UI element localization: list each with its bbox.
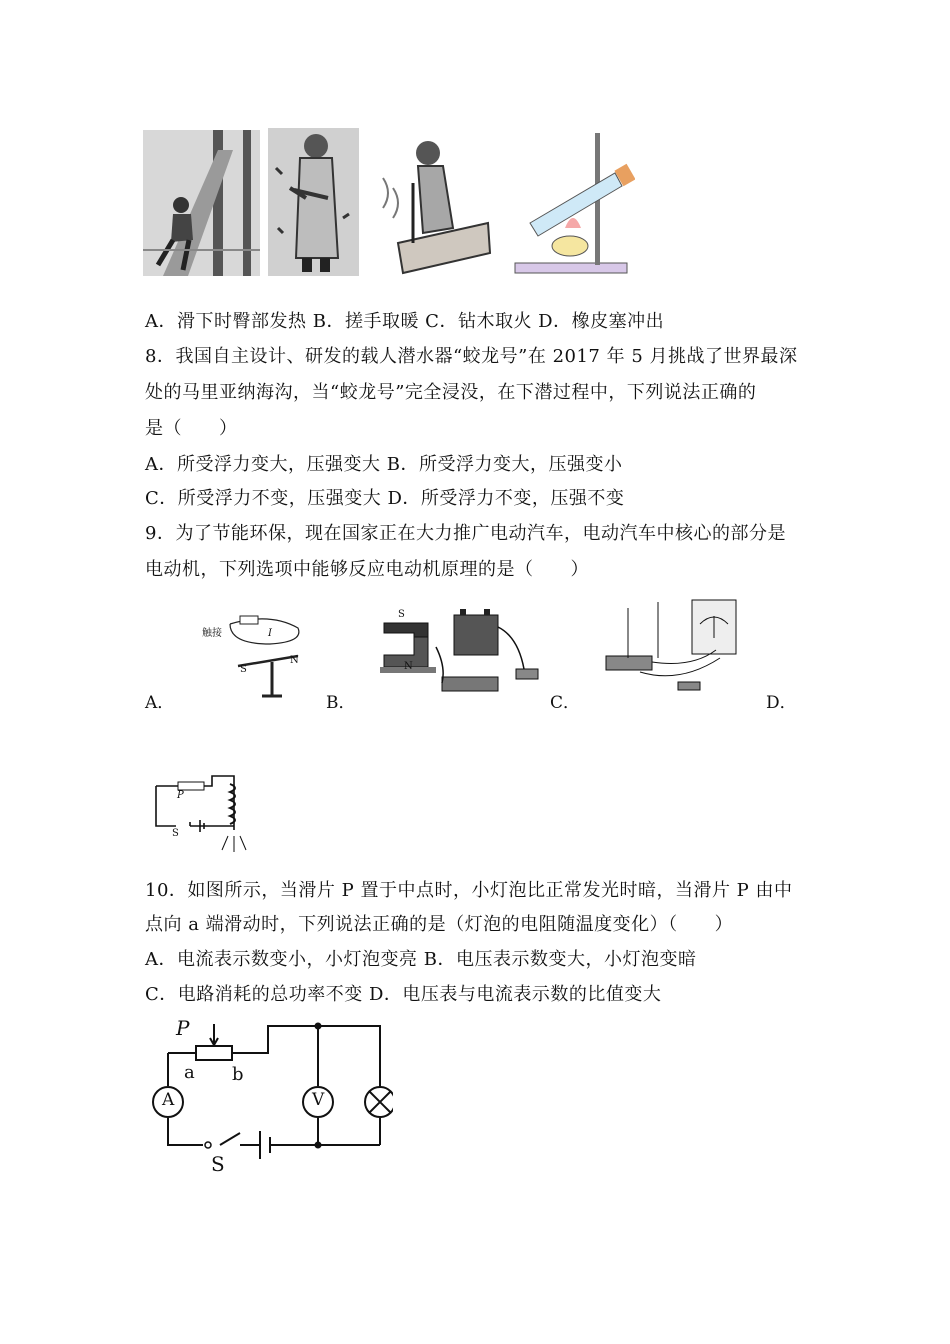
q10-stem-line2: 点向 a 端滑动时，下列说法正确的是（灯泡的电阻随温度变化）（ ） xyxy=(145,914,734,935)
q8-stem-line1: 8．我国自主设计、研发的载人潜水器“蛟龙号”在 2017 年 5 月挑战了世界最深 xyxy=(145,346,798,367)
q10-options-cd: C．电路消耗的总功率不变 D．电压表与电流表示数的比值变大 xyxy=(145,984,662,1005)
q7-image-rubbing-hands xyxy=(268,128,359,276)
q7-image-slide xyxy=(143,130,260,276)
q10-voltmeter-label: V xyxy=(312,1090,325,1110)
q9-figB-s-label: S xyxy=(398,609,405,620)
q10-slider-p-label: P xyxy=(176,1016,190,1040)
q9-stem-line1: 9．为了节能环保，现在国家正在大力推广电动汽车，电动汽车中核心的部分是 xyxy=(145,523,786,544)
q10-stem-line1: 10．如图所示，当滑片 P 置于中点时，小灯泡比正常发光时暗，当滑片 P 由中 xyxy=(145,880,793,901)
q9-figA-i-label: I xyxy=(268,628,272,639)
q10-switch-label: S xyxy=(211,1152,225,1176)
q8-stem-line3: 是（ ） xyxy=(145,418,238,439)
q7-image-rubber-stopper xyxy=(510,128,635,276)
q9-figure-c xyxy=(600,598,750,698)
q10-end-b-label: b xyxy=(232,1064,244,1085)
q7-image-drill-fire xyxy=(368,128,493,276)
q8-stem-line2: 处的马里亚纳海沟，当“蛟龙号”完全浸没，在下潜过程中，下列说法正确的 xyxy=(145,382,757,403)
q10-end-a-label: a xyxy=(184,1062,195,1083)
q9-figA-n-label: N xyxy=(290,655,299,666)
q10-circuit-diagram xyxy=(148,1018,393,1178)
q9-option-c: C． xyxy=(550,693,581,713)
q10-ammeter-label: A xyxy=(162,1090,175,1110)
q9-figD-s-label: S xyxy=(172,828,179,839)
q9-option-d: D． xyxy=(766,693,797,713)
q9-stem-line2: 电动机，下列选项中能够反应电动机原理的是（ ） xyxy=(145,559,589,580)
q9-figD-p-label: P xyxy=(177,790,184,801)
q7-options: A．滑下时臀部发热 B．搓手取暖 C．钻木取火 D．橡皮塞冲出 xyxy=(145,311,665,332)
q8-options-cd: C．所受浮力不变，压强变大 D．所受浮力不变，压强不变 xyxy=(145,488,625,509)
q10-options-ab: A．电流表示数变小，小灯泡变亮 B．电压表示数变大，小灯泡变暗 xyxy=(145,949,697,970)
q9-figure-d xyxy=(150,770,260,852)
q8-options-ab: A．所受浮力变大，压强变大 B．所受浮力变大，压强变小 xyxy=(145,454,623,475)
q9-figA-s-label: S xyxy=(240,664,247,675)
q9-option-a: A． xyxy=(145,693,175,713)
q9-option-b: B． xyxy=(326,693,356,713)
q9-figA-touch-label: 触接 xyxy=(202,628,222,639)
q9-figure-b xyxy=(376,607,544,697)
q9-figB-n-label: N xyxy=(404,661,413,672)
